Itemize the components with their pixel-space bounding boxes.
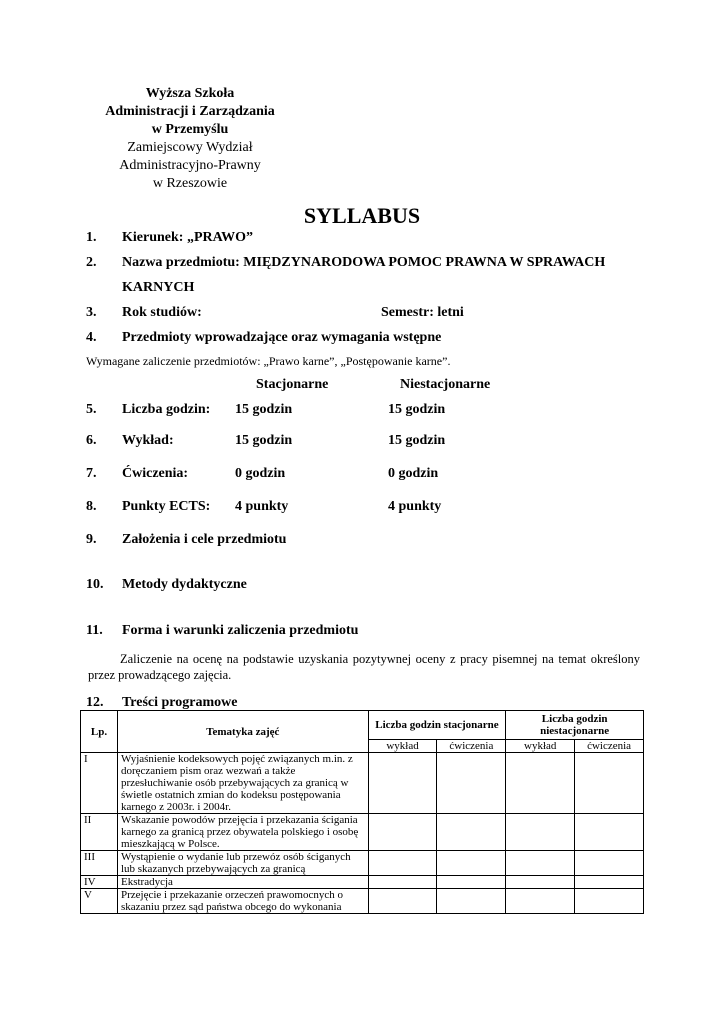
row-lp: I	[81, 753, 118, 814]
section-2-text-cont: KARNYCH	[122, 280, 195, 295]
table-row	[81, 851, 644, 876]
row-cell	[506, 851, 575, 876]
section-5-niestac: 15 godzin	[388, 402, 446, 417]
header-line-2: Administracji i Zarządzania	[105, 104, 275, 119]
section-6-number: 6.	[86, 433, 97, 448]
section-10-text: Metody dydaktyczne	[122, 577, 247, 592]
row-topic: Przejęcie i przekazanie orzeczeń prawomocnych o skazaniu przez sąd państwa obcego do wykonania	[117, 889, 368, 914]
header-line-3: w Przemyślu	[151, 122, 229, 137]
header-niestac-wyklad: wykład	[506, 740, 575, 753]
section-12-number: 12.	[86, 695, 104, 710]
header-line-6: w Rzeszowie	[152, 176, 228, 191]
section-11-text: Forma i warunki zaliczenia przedmiotu	[122, 623, 359, 638]
semester-label: Semestr: letni	[381, 305, 464, 320]
row-cell	[575, 814, 644, 851]
section-5-number: 5.	[86, 402, 97, 417]
section-6-stac: 15 godzin	[235, 433, 293, 448]
section-7-label: Ćwiczenia:	[122, 466, 189, 481]
section-8	[86, 499, 210, 515]
section-11	[86, 623, 358, 639]
header-line-1: Wyższa Szkoła	[145, 86, 235, 101]
table-row	[81, 753, 644, 814]
section-7	[86, 466, 188, 482]
table-row	[81, 814, 644, 851]
section-8-label: Punkty ECTS:	[122, 499, 211, 514]
section-8-niestac: 4 punkty	[388, 499, 442, 514]
row-cell	[506, 814, 575, 851]
row-cell	[437, 814, 506, 851]
row-lp: III	[81, 851, 118, 876]
row-cell	[506, 753, 575, 814]
header-lp: Lp.	[81, 711, 118, 753]
section-4-number: 4.	[86, 330, 97, 345]
section-5-label: Liczba godzin:	[122, 402, 211, 417]
header-stacjonarne-hours: Liczba godzin stacjonarne	[368, 711, 506, 740]
row-cell	[368, 889, 437, 914]
section-4-text: Przedmioty wprowadzające oraz wymagania wstępne	[122, 330, 442, 345]
section-6	[86, 433, 174, 449]
table-row	[81, 889, 644, 914]
row-cell	[575, 889, 644, 914]
page-title: SYLLABUS	[303, 203, 421, 228]
institution-header	[80, 85, 300, 193]
header-stac-wyklad: wykład	[368, 740, 437, 753]
section-3-number: 3.	[86, 305, 97, 320]
row-cell	[437, 889, 506, 914]
section-12-text: Treści programowe	[122, 695, 238, 710]
row-lp: II	[81, 814, 118, 851]
section-8-number: 8.	[86, 499, 97, 514]
section-5	[86, 402, 210, 418]
row-cell	[368, 753, 437, 814]
row-topic: Wskazanie powodów przejęcia i przekazania ścigania karnego za granicą przez obywatela polskiego i osobę mieszkającą w Polsce.	[117, 814, 368, 851]
section-8-stac: 4 punkty	[235, 499, 289, 514]
section-7-stac: 0 godzin	[235, 466, 286, 481]
section-2-text: Nazwa przedmiotu: MIĘDZYNARODOWA POMOC PRAWNA W SPRAWACH	[122, 255, 606, 270]
prerequisites-note: Wymagane zaliczenie przedmiotów: „Prawo karne”, „Postępowanie karne”.	[86, 354, 451, 368]
row-cell	[506, 876, 575, 889]
row-cell	[437, 753, 506, 814]
row-cell	[575, 876, 644, 889]
section-1	[86, 230, 253, 246]
grading-paragraph: Zaliczenie na ocenę na podstawie uzyskania pozytywnej oceny z pracy pisemnej na temat określony przez prowadzącego zajęcia.	[88, 652, 640, 682]
row-cell	[506, 889, 575, 914]
section-3	[86, 305, 202, 321]
header-line-4: Zamiejscowy Wydział	[127, 140, 253, 155]
header-line-5: Administracyjno-Prawny	[119, 158, 261, 173]
section-1-number: 1.	[86, 230, 97, 245]
row-cell	[575, 753, 644, 814]
section-9-text: Założenia i cele przedmiotu	[122, 532, 287, 547]
program-table	[80, 710, 644, 914]
section-7-number: 7.	[86, 466, 97, 481]
section-10-number: 10.	[86, 577, 104, 592]
header-topic: Tematyka zajęć	[117, 711, 368, 753]
column-header-stacjonarne: Stacjonarne	[256, 377, 329, 392]
row-cell	[368, 814, 437, 851]
row-lp: IV	[81, 876, 118, 889]
column-header-niestacjonarne: Niestacjonarne	[400, 377, 491, 392]
row-topic: Wystąpienie o wydanie lub przewóz osób ściganych lub skazanych przebywających za granicą	[117, 851, 368, 876]
section-9	[86, 532, 286, 548]
row-topic: Wyjaśnienie kodeksowych pojęć związanych m.in. z doręczaniem pism oraz wezwań a także przesłuchiwanie osób przebywających za granicą w świetle ostatnich zmian do kodeksu postępowania karnego z 2003r. i 2004r.	[117, 753, 368, 814]
header-niestac-cwiczenia: ćwiczenia	[575, 740, 644, 753]
row-topic: Ekstradycja	[117, 876, 368, 889]
row-cell	[575, 851, 644, 876]
section-2	[86, 255, 605, 271]
section-10	[86, 577, 247, 593]
section-3-text: Rok studiów:	[122, 305, 202, 320]
row-lp: V	[81, 889, 118, 914]
section-1-text: Kierunek: „PRAWO”	[122, 230, 254, 245]
section-6-label: Wykład:	[122, 433, 174, 448]
row-cell	[368, 851, 437, 876]
section-5-stac: 15 godzin	[235, 402, 293, 417]
row-cell	[368, 876, 437, 889]
section-7-niestac: 0 godzin	[388, 466, 439, 481]
header-niestacjonarne-hours: Liczba godzin niestacjonarne	[506, 711, 644, 740]
section-2-number: 2.	[86, 255, 97, 270]
section-6-niestac: 15 godzin	[388, 433, 446, 448]
section-4	[86, 330, 441, 346]
row-cell	[437, 876, 506, 889]
header-stac-cwiczenia: ćwiczenia	[437, 740, 506, 753]
table-row	[81, 876, 644, 889]
section-11-number: 11.	[86, 623, 103, 638]
section-12	[86, 695, 237, 711]
section-9-number: 9.	[86, 532, 97, 547]
row-cell	[437, 851, 506, 876]
